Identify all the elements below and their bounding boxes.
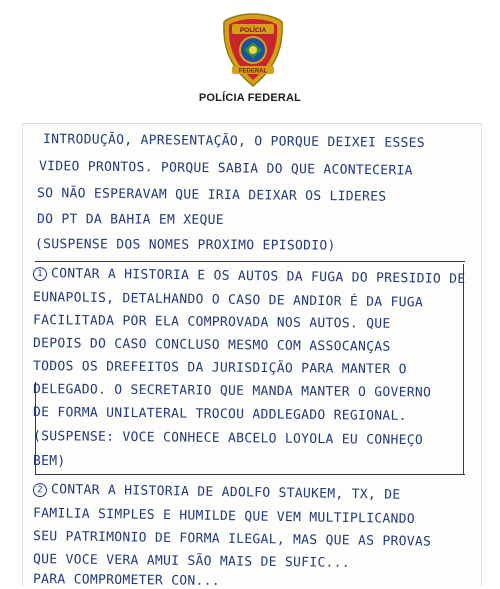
badge-top-text: POLÍCIA [239, 27, 267, 34]
note-line: SO NÃO ESPERAVAM QUE IRIA DEIXAR OS LIDERES [36, 186, 387, 205]
note-line: DELEGADO. O SECRETARIO QUE MANDA MANTER O GOVERNO [32, 382, 432, 401]
note-line: SEU PATRIMONIO DE FORMA ILEGAL, MAS QUE AS PROVAS [32, 529, 432, 550]
organization-name: POLÍCIA FEDERAL [198, 92, 302, 104]
note-line: BEM) [33, 454, 66, 469]
section-1-marker: 1 [33, 267, 47, 281]
note-line: EUNAPOLIS, DETALHANDO O CASO DE ANDIOR É DA FUGA [32, 290, 424, 311]
badge-bottom-text: FEDERAL [238, 68, 268, 75]
note-line: QUE VOCE VERA AMUI SÃO MAIS DE SUFIC... [32, 552, 351, 571]
note-line: FACILITADA POR ELA COMPROVADA NOS AUTOS. QUE [32, 313, 391, 332]
margin-bar [463, 264, 464, 474]
divider-line [35, 474, 465, 475]
policia-federal-badge-icon [222, 12, 284, 88]
header [0, 0, 500, 120]
note-line: (SUSPENSE: VOCE CONHECE ABCELO LOYOLA EU CONHEÇO [32, 429, 424, 449]
handwritten-note-sheet [22, 123, 482, 589]
note-line: FAMILIA SIMPLES E HUMILDE QUE VEM MULTIPLICANDO [32, 506, 416, 527]
note-line: CONTAR A HISTORIA DE ADOLFO STAUKEM, TX, DE [50, 482, 401, 503]
section-2-marker: 2 [33, 483, 47, 497]
divider-line [35, 261, 465, 262]
note-line: VIDEO PRONTOS. PORQUE SABIA DO QUE ACONTECERIA [38, 159, 413, 179]
section-1-first-line [33, 266, 466, 287]
margin-bar [35, 382, 36, 474]
note-line: DE FORMA UNILATERAL TROCOU ADDLEGADO REGIONAL. [32, 405, 407, 424]
note-line: PARA COMPROMETER CON... [32, 572, 220, 589]
section-2-first-line [33, 482, 401, 503]
note-line: DO PT DA BAHIA EM XEQUE [36, 212, 224, 228]
note-line: (SUSPENSE DOS NOMES PROXIMO EPISODIO) [34, 237, 336, 254]
note-line: CONTAR A HISTORIA E OS AUTOS DA FUGA DO PRESIDIO DE [50, 266, 466, 288]
note-line: INTRODUÇÃO, APRESENTAÇÃO, O PORQUE DEIXEI ESSES [42, 132, 426, 151]
note-line: TODOS OS DREFEITOS DA JURISDIÇÃO PARA MANTER O [32, 359, 407, 378]
note-line: DEPOIS DO CASO CONCLUSO MESMO COM ASSOCANÇAS [32, 336, 391, 355]
